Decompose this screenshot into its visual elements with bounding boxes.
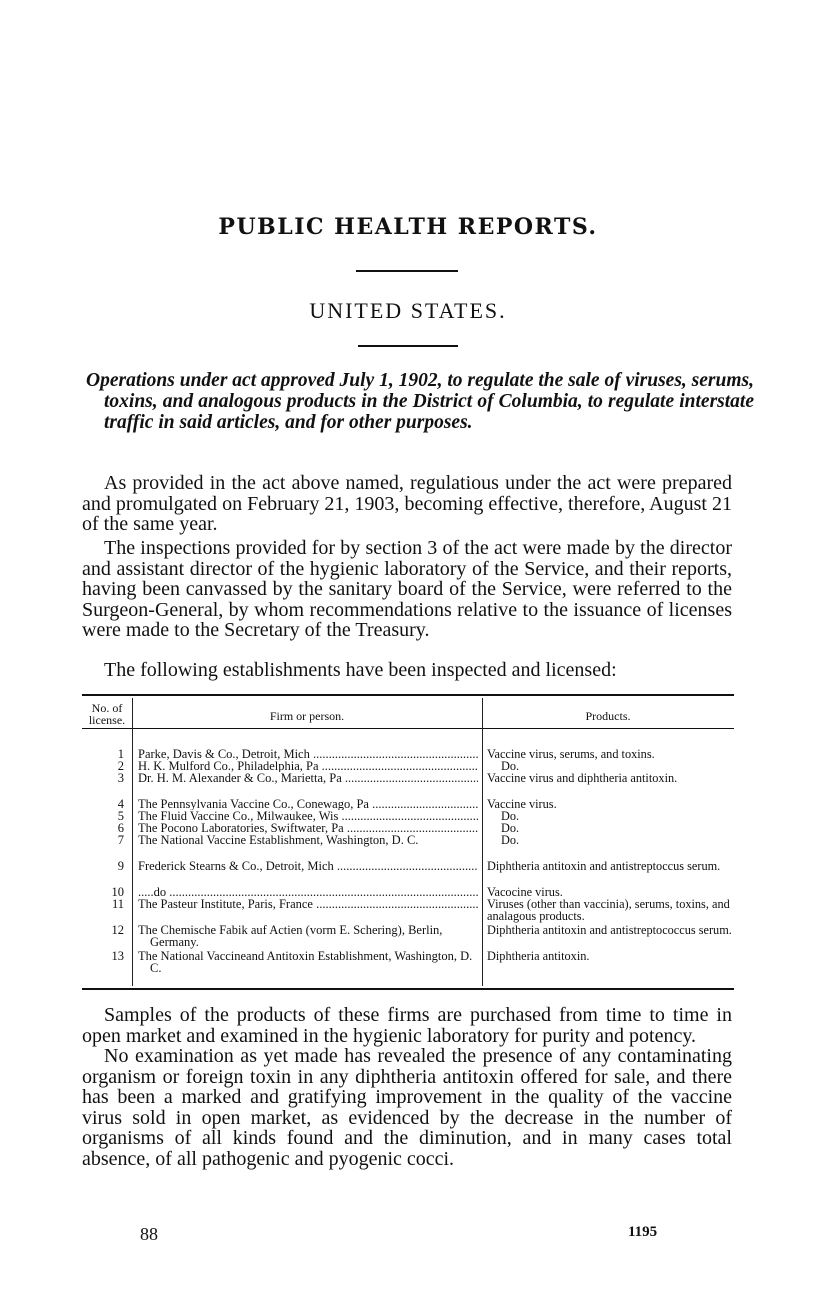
firm-name: Dr. H. M. Alexander & Co., Marietta, Pa ..... [138,772,478,784]
license-number: 9 [117,859,124,873]
firm-name: The National Vaccine Establishment, Washington, D. C. [138,833,419,847]
subtitle-divider [358,345,458,347]
table-row [82,923,734,949]
table-row [82,860,734,872]
firm-name: The Pasteur Institute, Paris, France ..... [138,898,478,910]
products-text: Do. [501,759,520,773]
firm-name: H. K. Mulford Co., Philadelphia, Pa ..... [138,760,478,772]
header-firm: Firm or person. [269,709,345,723]
paragraph-regulations: As provided in the act above named, regulatious under the act were prepared and promulgated on February 21, 1903, becoming effective, therefore, August 21 of the same year. [82,472,732,535]
firm-name: .....do ..... [138,886,478,898]
products-text: Diphtheria antitoxin and antistreptoccus serum. [487,859,721,873]
license-number: 1 [117,747,124,761]
paragraph-establishments-intro: The following establishments have been inspected and licensed: [104,659,617,681]
license-number: 4 [117,797,124,811]
license-number: 10 [111,885,124,899]
license-number: 5 [117,809,124,823]
license-number: 13 [111,949,124,963]
table-row [82,834,734,846]
products-text: Do. [501,833,520,847]
table-header-rule [82,728,734,729]
table-row [82,897,734,923]
products-text: Vaccine virus, serums, and toxins. [487,747,655,761]
right-page-number: 1195 [628,1224,658,1240]
license-number: 6 [117,821,124,835]
table-top-rule [82,694,734,696]
firm-name: The Chemische Fabik auf Actien (vorm E. Schering), Berlin, Germany. [138,923,443,949]
licenses-table [82,694,734,990]
firm-name: Frederick Stearns & Co., Detroit, Mich ..... [138,860,478,872]
paragraph-examination: No examination as yet made has revealed the presence of any contaminating organism or foreign toxin in any diphtheria antitoxin offered for sale, and there has been a marked and gratifying improvement in the quality of the vaccine virus sold in open market, as evidenced by the decrease in the number of organisms of all kinds found and the diminution, and in many cases total absence, of all pathogenic and pyogenic cocci. [82,1045,732,1170]
products-text: Viruses (other than vaccinia), serums, toxins, and analagous products. [487,897,730,923]
license-number: 12 [111,923,124,937]
table-row [82,798,734,810]
products-text: Vaccine virus and diphtheria antitoxin. [487,771,678,785]
license-number: 11 [111,897,124,911]
firm-name: Parke, Davis & Co., Detroit, Mich ..... [138,748,478,760]
products-text: Do. [501,809,520,823]
title-divider [356,270,458,272]
section-heading: Operations under act approved July 1, 1902, to regulate the sale of viruses, serums, toxins, and analogous products in the District of Columbia, to regulate interstate traffic in said articles, and for other purposes. [86,370,754,433]
firm-name: The National Vaccineand Antitoxin Establishment, Washington, D. C. [138,949,473,975]
paragraph-inspections: The inspections provided for by section 3 of the act were made by the director and assistant director of the hygienic laboratory of the Service, and their reports, having been canvassed by the sanitary board of the Service, were referred to the Surgeon-General, by whom recommendations relative to the issuance of licenses were made to the Secretary of the Treasury. [82,537,732,641]
products-text: Diphtheria antitoxin and antistreptococcus serum. [487,923,732,937]
products-text: Vacocine virus. [487,885,563,899]
products-text: Vaccine virus. [487,797,557,811]
header-license-line1: No. of [91,701,123,715]
page-title: PUBLIC HEALTH REPORTS. [218,214,598,240]
firm-name: The Pocono Laboratories, Swiftwater, Pa ..... [138,822,478,834]
header-license-line2: license. [88,713,126,727]
table-row [82,748,734,760]
license-number: 3 [117,771,124,785]
firm-name: The Pennsylvania Vaccine Co., Conewago, Pa ..... [138,798,478,810]
products-text: Do. [501,821,520,835]
products-text: Diphtheria antitoxin. [487,949,590,963]
section-subtitle: UNITED STATES. [309,298,507,323]
page-number: 88 [140,1224,158,1244]
paragraph-samples: Samples of the products of these firms are purchased from time to time in open market and examined in the hygienic laboratory for purity and potency. [82,1004,732,1047]
table-row [82,810,734,822]
license-number: 2 [117,759,124,773]
table-row [82,772,734,784]
table-bottom-rule [82,988,734,990]
firm-name: The Fluid Vaccine Co., Milwaukee, Wis ..... [138,810,478,822]
table-row [82,949,734,975]
header-products: Products. [585,709,631,723]
license-number: 7 [117,833,124,847]
